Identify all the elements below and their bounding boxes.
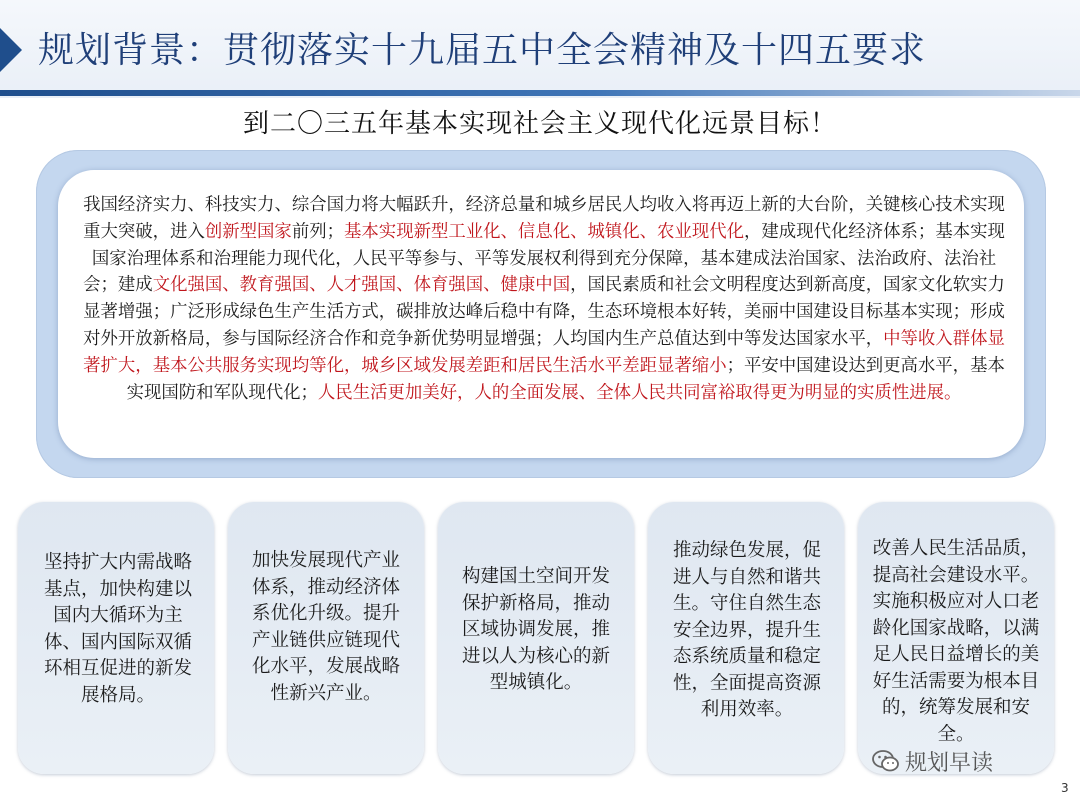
goal-card-livelihood (858, 502, 1054, 774)
page-title: 规划背景：贯彻落实十九届五中全会精神及十四五要求 (38, 30, 927, 71)
vision-highlight: 人民生活更加美好，人的全面发展、全体人民共同富裕取得更为明显的实质性进展。 (317, 382, 962, 403)
goal-card-industry (228, 502, 424, 774)
vision-segment: ，国民素质和社会文明程度达到新高度，国家文化软实力显著增强；广泛形成绿色生产生活方式，碳排放达峰后稳中有降，生态环境根本好转，美丽中国建设目标基本实现；形成对外开放新格局，参与国际经济合作和竞争新优势明显增强；人均国内生产总值达到中等发达国家水平， (83, 275, 1005, 349)
goal-card-green (648, 502, 844, 774)
vision-highlight: 中等收入群体显著扩大，基本公共服务实现均等化，城乡区域发展差距和居民生活水平差距显著缩小 (83, 328, 1005, 376)
page-number: 3 (1061, 781, 1069, 795)
goal-card-text: 改善人民生活品质，提高社会建设水平。实施积极应对人口老龄化国家战略，以满足人民日益增长的美好生活需要为根本目的，统筹发展和安全。 (872, 538, 1040, 745)
vision-segment: 前列； (291, 221, 345, 242)
goal-card-text: 推动绿色发展，促进人与自然和谐共生。守住自然生态安全边界，提升生态系统质量和稳定性，全面提高资源利用效率。 (672, 540, 821, 720)
vision-highlight: 基本实现新型工业化、信息化、城镇化、农业现代化 (344, 221, 745, 242)
vision-highlight: 创新型国家 (204, 221, 292, 242)
vision-segment: ；平安中国建设达到更高水平，基本实现国防和军队现代化； (126, 355, 1005, 403)
goal-card-domestic-demand (18, 502, 214, 774)
goal-card-text: 坚持扩大内需战略基点，加快构建以国内大循环为主体、国内国际双循环相互促进的新发展格局。 (43, 552, 192, 706)
goal-card-text: 构建国土空间开发保护新格局，推动区域协调发展，推进以人为核心的新型城镇化。 (461, 566, 610, 693)
vision-card-inner (58, 170, 1024, 458)
title-underline (0, 90, 1080, 96)
vision-text (78, 192, 1010, 406)
vision-highlight: 文化强国、教育强国、人才强国、体育强国、健康中国 (152, 275, 571, 296)
goal-card-territory (438, 502, 634, 774)
vision-card (36, 150, 1046, 478)
wechat-icon (872, 749, 900, 773)
vision-segment: 我国经济实力、科技实力、综合国力将大幅跃升，经济总量和城乡居民人均收入将再迈上新的大台阶，关键核心技术实现重大突破，进入 (83, 195, 1005, 242)
title-bar (0, 0, 1080, 98)
vision-subtitle: 到二〇三五年基本实现社会主义现代化远景目标！ (242, 109, 837, 139)
watermark-label: 规划早读 (905, 751, 994, 776)
goal-card-text: 加快发展现代产业体系，推动经济体系优化升级。提升产业链供应链现代化水平，发展战略性新兴产业。 (251, 550, 400, 704)
title-arrow-icon (0, 28, 22, 72)
vision-segment: ，建成现代化经济体系；基本实现国家治理体系和治理能力现代化，人民平等参与、平等发展权利得到充分保障，基本建成法治国家、法治政府、法治社会；建成 (83, 221, 1005, 296)
